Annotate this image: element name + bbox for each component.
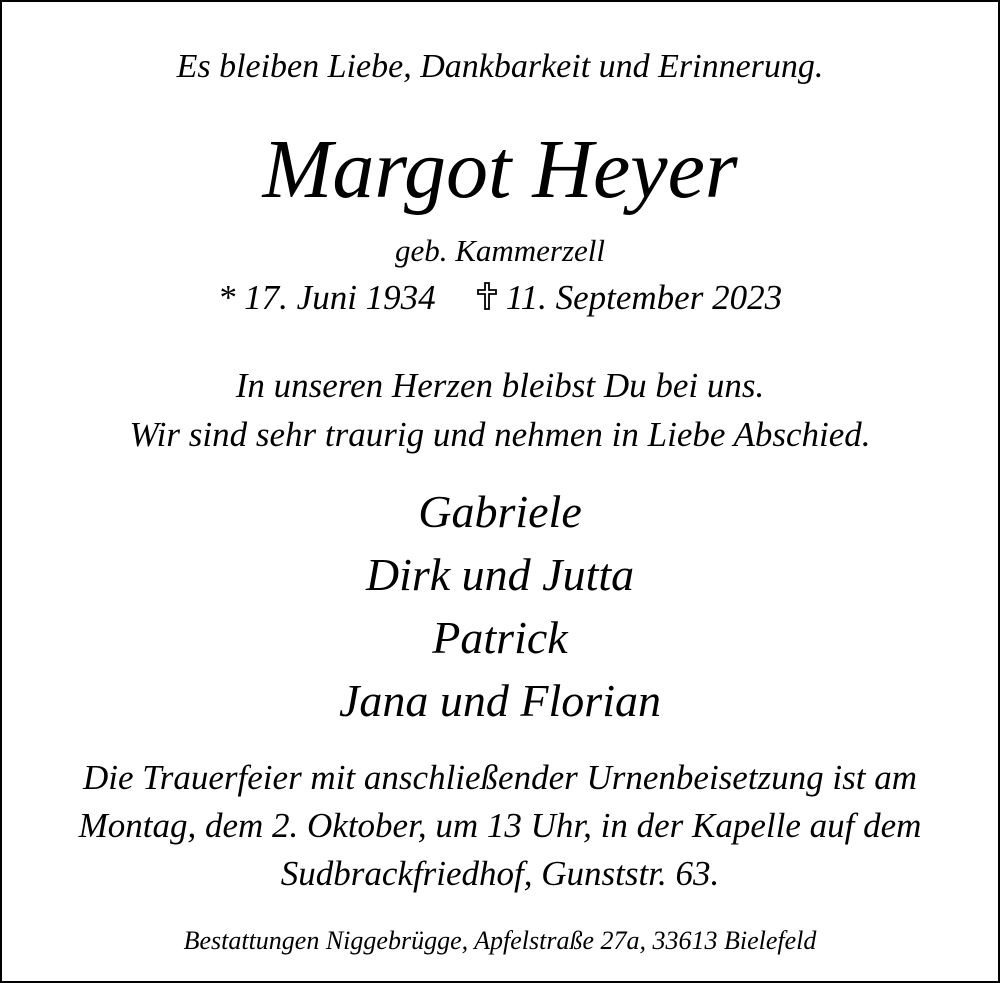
mourner-name: Gabriele: [418, 486, 582, 537]
cross-icon: [472, 281, 502, 311]
deceased-name: Margot Heyer: [262, 123, 738, 216]
life-dates: [0, 280, 1000, 315]
message-line: Wir sind sehr traurig und nehmen in Liebe Abschied.: [129, 415, 871, 454]
maiden-name: geb. Kammerzell: [394, 233, 606, 268]
death-date: 11. September 2023: [505, 278, 783, 317]
mourner-name: Dirk und Jutta: [365, 549, 635, 600]
service-info-line: Montag, dem 2. Oktober, um 13 Uhr, in der Kapelle auf dem: [78, 806, 922, 845]
birth-date: * 17. Juni 1934: [217, 278, 436, 317]
undertaker-info: Bestattungen Niggebrügge, Apfelstraße 27a, 33613 Bielefeld: [183, 926, 817, 955]
service-info-line: Die Trauerfeier mit anschließender Urnenbeisetzung ist am: [82, 758, 918, 797]
motto: Es bleiben Liebe, Dankbarkeit und Erinnerung.: [176, 48, 824, 85]
service-info-line: Sudbrackfriedhof, Gunststr. 63.: [280, 854, 720, 893]
mourner-name: Patrick: [432, 612, 568, 663]
mourner-name: Jana und Florian: [339, 675, 661, 726]
message-line: In unseren Herzen bleibst Du bei uns.: [235, 366, 765, 405]
